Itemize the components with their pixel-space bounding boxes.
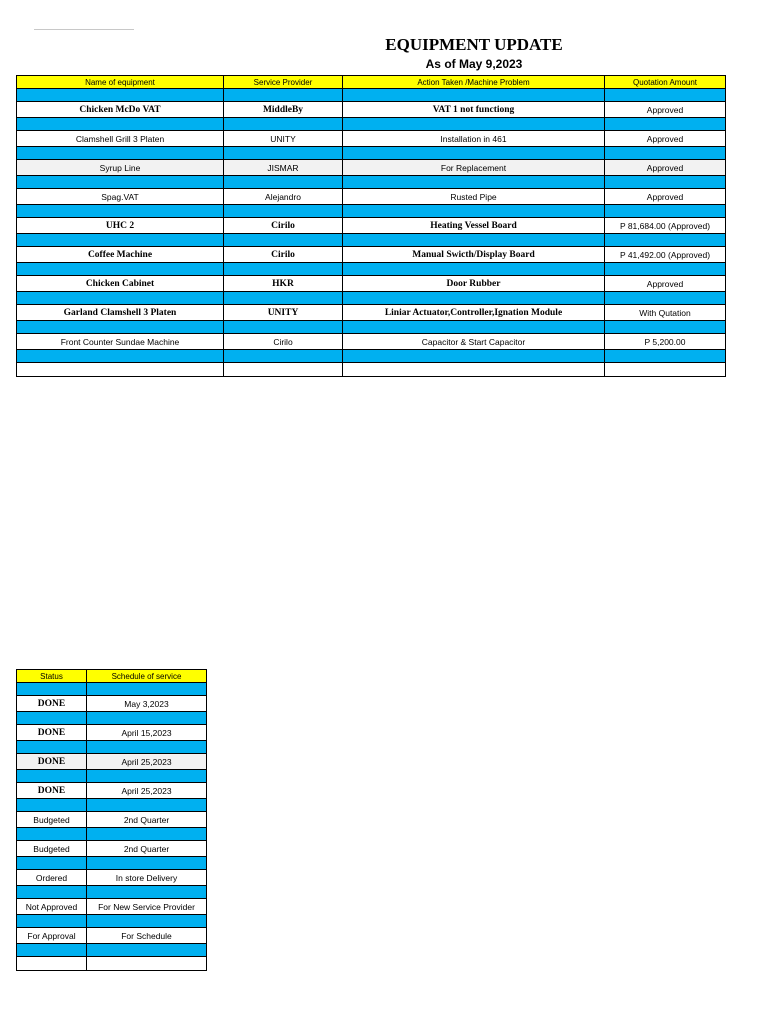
status-cell: DONE [17, 725, 87, 741]
action-taken-cell: VAT 1 not functiong [343, 102, 605, 118]
spacer-cell [87, 944, 207, 957]
spacer-cell [17, 857, 87, 870]
action-taken-cell: Liniar Actuator,Controller,Ignation Module [343, 305, 605, 321]
status-spacer-row [17, 712, 207, 725]
spacer-cell [17, 89, 224, 102]
quotation-amount-cell: Approved [605, 160, 726, 176]
status-cell: DONE [17, 696, 87, 712]
spacer-cell [87, 712, 207, 725]
equipment-row [17, 218, 726, 234]
schedule-cell: For Schedule [87, 928, 207, 944]
spacer-cell [343, 321, 605, 334]
equipment-spacer-row [17, 205, 726, 218]
spacer-cell [87, 857, 207, 870]
status-spacer-row [17, 828, 207, 841]
spacer-cell [343, 118, 605, 131]
header-action: Action Taken /Machine Problem [343, 76, 605, 89]
equipment-spacer-row [17, 234, 726, 247]
spacer-cell [87, 741, 207, 754]
schedule-cell: In store Delivery [87, 870, 207, 886]
spacer-cell [17, 741, 87, 754]
equipment-name-cell: Spag.VAT [17, 189, 224, 205]
equipment-row [17, 305, 726, 321]
schedule-cell: April 25,2023 [87, 783, 207, 799]
quotation-amount-cell: P 81,684.00 (Approved) [605, 218, 726, 234]
spacer-cell [605, 118, 726, 131]
empty-cell [224, 363, 343, 377]
spacer-cell [17, 799, 87, 812]
spacer-cell [343, 205, 605, 218]
spacer-cell [224, 234, 343, 247]
service-provider-cell: UNITY [224, 305, 343, 321]
schedule-cell: April 15,2023 [87, 725, 207, 741]
header-provider: Service Provider [224, 76, 343, 89]
equipment-row [17, 131, 726, 147]
status-spacer-row [17, 799, 207, 812]
spacer-cell [17, 712, 87, 725]
spacer-cell [87, 915, 207, 928]
spacer-cell [224, 118, 343, 131]
spacer-cell [17, 292, 224, 305]
status-cell: Not Approved [17, 899, 87, 915]
equipment-name-cell: Syrup Line [17, 160, 224, 176]
spacer-cell [343, 292, 605, 305]
spacer-cell [605, 350, 726, 363]
empty-cell [605, 363, 726, 377]
status-spacer-row [17, 683, 207, 696]
status-row [17, 696, 207, 712]
equipment-row [17, 247, 726, 263]
spacer-cell [17, 321, 224, 334]
action-taken-cell: Manual Swicth/Display Board [343, 247, 605, 263]
status-cell: DONE [17, 783, 87, 799]
spacer-cell [605, 89, 726, 102]
spacer-cell [17, 205, 224, 218]
spacer-cell [343, 147, 605, 160]
action-taken-cell: Installation in 461 [343, 131, 605, 147]
spacer-cell [17, 886, 87, 899]
equipment-spacer-row [17, 147, 726, 160]
status-row [17, 870, 207, 886]
status-spacer-row [17, 944, 207, 957]
equipment-spacer-row [17, 263, 726, 276]
equipment-row [17, 160, 726, 176]
quotation-amount-cell: With Qutation [605, 305, 726, 321]
action-taken-cell: Heating Vessel Board [343, 218, 605, 234]
status-row [17, 783, 207, 799]
equipment-name-cell: Chicken McDo VAT [17, 102, 224, 118]
header-schedule: Schedule of service [87, 670, 207, 683]
service-provider-cell: Alejandro [224, 189, 343, 205]
spacer-cell [224, 89, 343, 102]
status-row [17, 725, 207, 741]
header-status: Status [17, 670, 87, 683]
status-empty-row [17, 957, 207, 971]
header-rule [34, 29, 134, 30]
spacer-cell [224, 350, 343, 363]
status-spacer-row [17, 857, 207, 870]
equipment-row [17, 334, 726, 350]
status-row [17, 754, 207, 770]
spacer-cell [87, 886, 207, 899]
action-taken-cell: Rusted Pipe [343, 189, 605, 205]
equipment-spacer-row [17, 176, 726, 189]
spacer-cell [605, 321, 726, 334]
status-cell: DONE [17, 754, 87, 770]
equipment-name-cell: UHC 2 [17, 218, 224, 234]
schedule-cell: 2nd Quarter [87, 841, 207, 857]
status-table-header [17, 670, 207, 683]
spacer-cell [224, 176, 343, 189]
service-provider-cell: Cirilo [224, 218, 343, 234]
status-cell: Budgeted [17, 812, 87, 828]
action-taken-cell: For Replacement [343, 160, 605, 176]
empty-cell [17, 957, 87, 971]
header-quotation: Quotation Amount [605, 76, 726, 89]
equipment-spacer-row [17, 350, 726, 363]
equipment-name-cell: Front Counter Sundae Machine [17, 334, 224, 350]
quotation-amount-cell: Approved [605, 102, 726, 118]
spacer-cell [343, 263, 605, 276]
spacer-cell [605, 176, 726, 189]
spacer-cell [17, 350, 224, 363]
equipment-spacer-row [17, 321, 726, 334]
spacer-cell [605, 292, 726, 305]
spacer-cell [343, 176, 605, 189]
status-cell: For Approval [17, 928, 87, 944]
service-provider-cell: JISMAR [224, 160, 343, 176]
status-cell: Ordered [17, 870, 87, 886]
spacer-cell [17, 234, 224, 247]
schedule-cell: May 3,2023 [87, 696, 207, 712]
equipment-spacer-row [17, 118, 726, 131]
page-subtitle: As of May 9,2023 [425, 57, 523, 71]
status-row [17, 812, 207, 828]
status-row [17, 899, 207, 915]
spacer-cell [224, 147, 343, 160]
quotation-amount-cell: Approved [605, 276, 726, 292]
quotation-amount-cell: P 41,492.00 (Approved) [605, 247, 726, 263]
spacer-cell [17, 828, 87, 841]
schedule-cell: For New Service Provider [87, 899, 207, 915]
page-title: EQUIPMENT UPDATE [385, 35, 563, 54]
header-name: Name of equipment [17, 76, 224, 89]
spacer-cell [343, 350, 605, 363]
spacer-cell [605, 147, 726, 160]
spacer-cell [605, 205, 726, 218]
quotation-amount-cell: P 5,200.00 [605, 334, 726, 350]
quotation-amount-cell: Approved [605, 131, 726, 147]
service-provider-cell: MiddleBy [224, 102, 343, 118]
status-spacer-row [17, 886, 207, 899]
spacer-cell [17, 915, 87, 928]
spacer-cell [87, 770, 207, 783]
equipment-empty-row [17, 363, 726, 377]
empty-cell [343, 363, 605, 377]
equipment-row [17, 189, 726, 205]
spacer-cell [605, 263, 726, 276]
action-taken-cell: Door Rubber [343, 276, 605, 292]
spacer-cell [17, 147, 224, 160]
spacer-cell [224, 263, 343, 276]
status-spacer-row [17, 741, 207, 754]
spacer-cell [224, 292, 343, 305]
equipment-spacer-row [17, 89, 726, 102]
equipment-row [17, 102, 726, 118]
action-taken-cell: Capacitor & Start Capacitor [343, 334, 605, 350]
spacer-cell [17, 118, 224, 131]
spacer-cell [87, 799, 207, 812]
equipment-table [16, 75, 726, 377]
spacer-cell [605, 234, 726, 247]
spacer-cell [17, 263, 224, 276]
status-spacer-row [17, 770, 207, 783]
equipment-row [17, 276, 726, 292]
spacer-cell [343, 89, 605, 102]
schedule-cell: 2nd Quarter [87, 812, 207, 828]
status-row [17, 841, 207, 857]
status-row [17, 928, 207, 944]
spacer-cell [224, 205, 343, 218]
status-spacer-row [17, 915, 207, 928]
service-provider-cell: Cirilo [224, 247, 343, 263]
empty-cell [87, 957, 207, 971]
quotation-amount-cell: Approved [605, 189, 726, 205]
spacer-cell [17, 176, 224, 189]
equipment-name-cell: Garland Clamshell 3 Platen [17, 305, 224, 321]
equipment-name-cell: Chicken Cabinet [17, 276, 224, 292]
empty-cell [17, 363, 224, 377]
status-table [16, 669, 207, 971]
spacer-cell [87, 828, 207, 841]
spacer-cell [224, 321, 343, 334]
service-provider-cell: UNITY [224, 131, 343, 147]
equipment-table-header [17, 76, 726, 89]
service-provider-cell: Cirilo [224, 334, 343, 350]
spacer-cell [343, 234, 605, 247]
status-cell: Budgeted [17, 841, 87, 857]
equipment-name-cell: Coffee Machine [17, 247, 224, 263]
spacer-cell [17, 944, 87, 957]
schedule-cell: April 25,2023 [87, 754, 207, 770]
equipment-name-cell: Clamshell Grill 3 Platen [17, 131, 224, 147]
spacer-cell [17, 770, 87, 783]
spacer-cell [17, 683, 87, 696]
spacer-cell [87, 683, 207, 696]
service-provider-cell: HKR [224, 276, 343, 292]
equipment-spacer-row [17, 292, 726, 305]
